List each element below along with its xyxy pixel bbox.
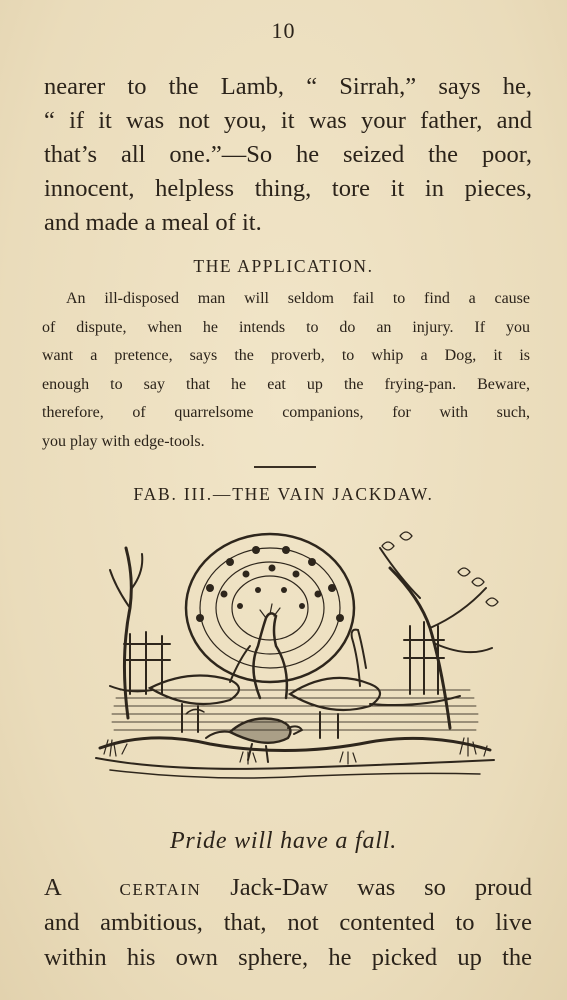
text-line: innocent, helpless thing, tore it in pieces, (44, 175, 532, 202)
text-line: An ill-disposed man will seldom fail to find a cause (66, 290, 530, 307)
text-line: that’s all one.”—So he seized the poor, (44, 141, 532, 168)
text-line: therefore, of quarrelsome companions, for with such, (42, 404, 530, 421)
small-caps-word: certain (119, 874, 202, 901)
fable-story-paragraph (44, 870, 532, 975)
woodcut-illustration (90, 518, 500, 790)
text-line: of dispute, when he intends to do an injury. If you (42, 318, 530, 336)
text-line: nearer to the Lamb, “ Sirrah,” says he, (44, 73, 532, 100)
text-line: and made a meal of it. (44, 209, 262, 236)
text-line: you play with edge-tools. (42, 432, 205, 450)
text-line: and ambitious, that, not contented to live (44, 909, 532, 936)
section-divider (254, 466, 316, 468)
text-line: enough to say that he eat up the frying-pan. Beware, (42, 375, 530, 393)
application-heading: THE APPLICATION. (193, 256, 374, 276)
page-number: 10 (271, 18, 296, 43)
text-line (44, 870, 532, 905)
drop-word: A (44, 874, 62, 901)
text-line: “ if it was not you, it was your father, and (44, 107, 532, 134)
text-fragment: Jack-Daw was so proud (230, 874, 533, 901)
text-line: want a pretence, says the proverb, to whip a Dog, it is (42, 347, 530, 364)
fable-conclusion-paragraph (44, 70, 532, 240)
application-paragraph (42, 285, 530, 456)
fable-moral: Pride will have a fall. (169, 828, 398, 854)
fable-heading: FAB. III.—THE VAIN JACKDAW. (133, 484, 434, 504)
text-line: within his own sphere, he picked up the (44, 944, 532, 971)
